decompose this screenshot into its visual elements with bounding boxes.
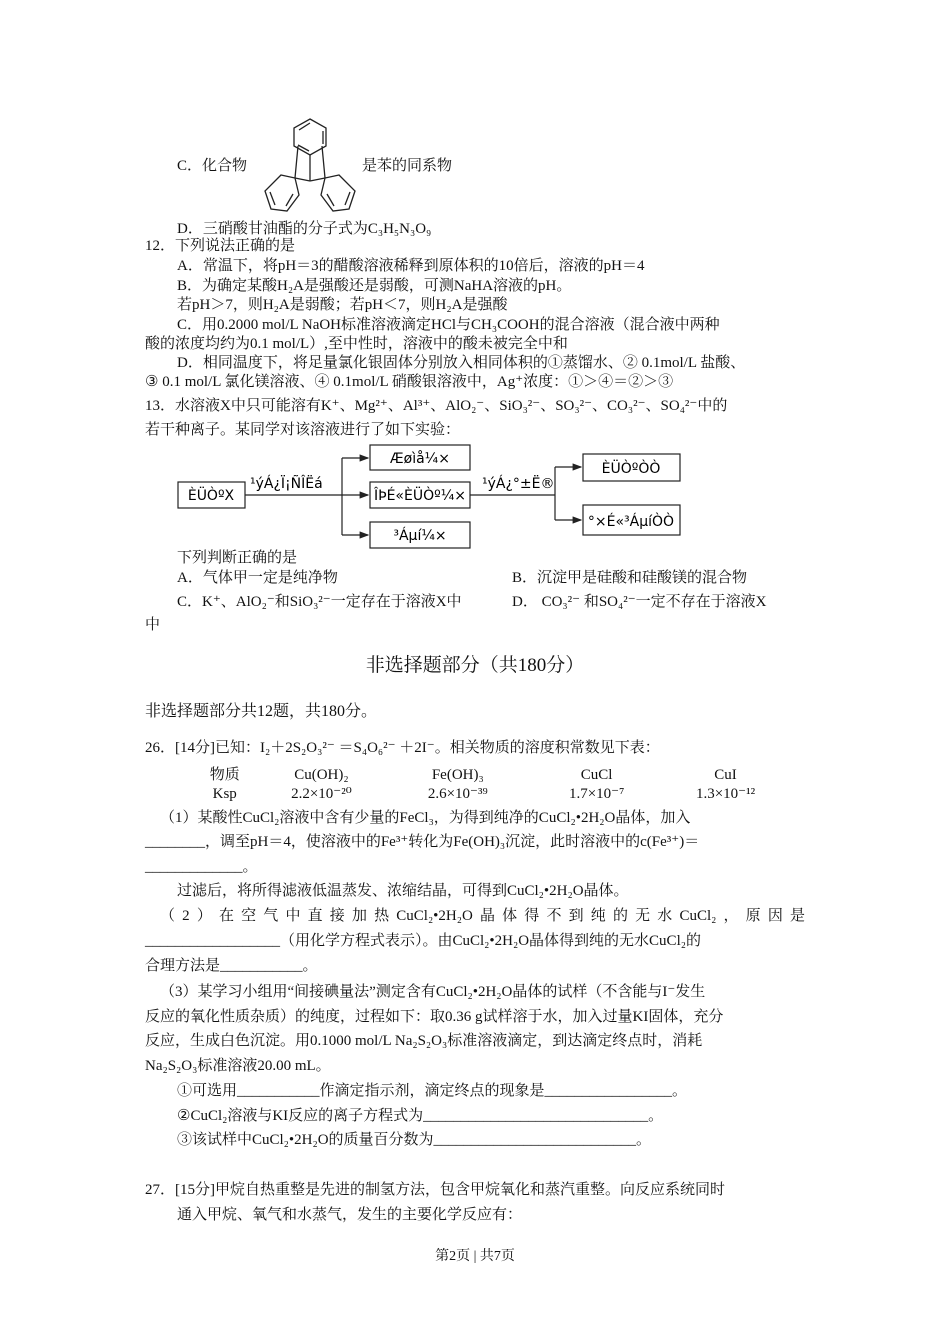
section-heading: 非选择题部分（共180分）: [365, 655, 585, 676]
table-cell: 1.3×10⁻¹²: [695, 786, 756, 802]
q27-stem: 27．[15分]甲烷自热重整是先进的制氢方法，包含甲烷氧化和蒸汽重整。向反应系统同时: [145, 1182, 725, 1198]
q13-flow-diagram: [0, 440, 950, 550]
table-cell: CuCl: [580, 767, 613, 783]
q26-part3-cont1: 反应的氧化性质杂质）的纯度，过程如下：取0.36 g试样溶于水，加入过量KI固体，充分: [145, 1009, 724, 1025]
diagram-top-label: Æøìå¼×: [390, 451, 450, 467]
q13-option-b: B．沉淀甲是硅酸和硅酸镁的混合物: [512, 570, 748, 586]
table-cell: 2.6×10⁻³⁹: [427, 786, 488, 802]
table-cell: CuI: [714, 767, 737, 783]
ksp-table-header: [190, 766, 790, 785]
q13-stem: 13．水溶液X中只可能溶有K⁺、Mg²⁺、Al³⁺、AlO₂⁻、SiO₃²⁻、SO₃²⁻、CO₃²⁻、SO₄²⁻中的: [145, 398, 728, 414]
q12-option-d: D．相同温度下，将足量氯化银固体分别放入相同体积的①蒸馏水、② 0.1mol/L 盐酸、: [177, 355, 746, 371]
q26-part3-cont2: 反应，生成白色沉淀。用0.1000 mol/L Na₂S₂O₃标准溶液滴定，到达滴定终点时，消耗: [145, 1033, 703, 1049]
q11-c-prefix: C．化合物: [177, 158, 248, 174]
q26-sub3: ③该试样中CuCl₂•2H₂O的质量百分数为___________________________。: [177, 1132, 652, 1148]
table-cell: Fe(OH)₃: [431, 767, 484, 783]
q12-option-b: B．为确定某酸H₂A是强酸还是弱酸，可测NaHA溶液的pH。: [177, 278, 572, 294]
section-intro: 非选择题部分共12题，共180分。: [145, 703, 378, 720]
q26-part1-blank: _____________。: [145, 859, 258, 875]
q13-option-a: A．气体甲一定是纯净物: [177, 570, 338, 586]
table-cell: Ksp: [212, 786, 237, 802]
diagram-arrow2-label: ¹ýÁ¿°±Ë®: [482, 476, 555, 492]
q12-option-b-cont: 若pH＞7，则H₂A是弱酸；若pH＜7，则H₂A是强酸: [177, 297, 508, 313]
q12-option-c: C．用0.2000 mol/L NaOH标准溶液滴定HCl与CH₃COOH的混合溶液（混合液中两种: [177, 317, 720, 333]
table-cell: 物质: [209, 767, 240, 783]
ksp-table: [190, 766, 790, 804]
q26-sub2: ②CuCl₂溶液与KI反应的离子方程式为______________________________。: [177, 1108, 664, 1124]
diagram-bottom-label: ³Áµí¼×: [393, 528, 447, 544]
q26-part2-cont: __________________（用化学方程式表示）。由CuCl₂•2H₂O晶体得到纯的无水CuCl₂的: [145, 933, 701, 949]
q13-stem-cont: 若干种离子。某同学对该溶液进行了如下实验：: [145, 422, 461, 438]
table-cell: Cu(OH)₂: [294, 767, 349, 783]
diagram-arrow1-label: ¹ýÁ¿Ï¡ÑÎËá: [250, 476, 323, 492]
diagram-start-label: ÈÜÒºX: [187, 488, 235, 504]
diagram-middle-label: ÎÞÉ«ÈÜÒº¼×: [373, 488, 467, 504]
q26-stem: 26．[14分]已知：I₂＋2S₂O₃²⁻ ＝S₄O₆²⁻ ＋2I⁻。相关物质的溶度积常数见下表：: [145, 740, 660, 756]
q12-option-d-cont: ③ 0.1 mol/L 氯化镁溶液、④ 0.1mol/L 硝酸银溶液中，Ag⁺浓度：①＞④＝②＞③: [145, 374, 674, 390]
q26-part3: （3）某学习小组用“间接碘量法”测定含有CuCl₂•2H₂O晶体的试样（不含能与I⁻发生: [160, 984, 706, 1000]
q26-part2: （2）在空气中直接加热CuCl₂•2H₂O晶体得不到纯的无水CuCl₂，原因是: [160, 908, 805, 924]
q26-part3-cont3: Na₂S₂O₃标准溶液20.00 mL。: [145, 1058, 331, 1074]
q27-stem-cont: 通入甲烷、氧气和水蒸气，发生的主要化学反应有：: [177, 1207, 523, 1223]
q13-ask: 下列判断正确的是: [177, 550, 298, 566]
q11-c-suffix: 是苯的同系物: [362, 158, 453, 174]
q13-option-c: C．K⁺、AlO₂⁻和SiO₃²⁻一定存在于溶液X中: [177, 594, 462, 610]
q26-part1-filter: 过滤后，将所得滤液低温蒸发、浓缩结晶，可得到CuCl₂•2H₂O晶体。: [177, 883, 629, 899]
diagram-right-top-label: ÈÜÒºÒÒ: [601, 461, 661, 477]
page-footer: 第2页 | 共7页: [435, 1249, 515, 1264]
q13-option-d-tail: 中: [145, 617, 161, 633]
q26-part1-cont: ________，调至pH＝4，使溶液中的Fe³⁺转化为Fe(OH)₃沉淀，此时溶液中的c(Fe³⁺)＝: [145, 834, 700, 850]
q12-option-c-cont: 酸的浓度均约为0.1 mol/L）,至中性时，溶液中的酸未被完全中和: [145, 336, 568, 352]
q12-option-a: A．常温下，将pH＝3的醋酸溶液稀释到原体积的10倍后，溶液的pH＝4: [177, 258, 645, 274]
table-cell: 1.7×10⁻⁷: [568, 786, 625, 802]
q11-option-d: D．三硝酸甘油酯的分子式为C₃H₅N₃O₉: [177, 221, 432, 237]
q26-part1: （1）某酸性CuCl₂溶液中含有少量的FeCl₃，为得到纯净的CuCl₂•2H₂O晶体，加入: [160, 810, 691, 826]
table-cell: 2.2×10⁻²⁰: [291, 786, 352, 802]
q13-option-d: D． CO₃²⁻ 和SO₄²⁻一定不存在于溶液X: [512, 594, 767, 610]
q12-stem: 12．下列说法正确的是: [145, 238, 296, 254]
q26-sub1: ①可选用___________作滴定指示剂，滴定终点的现象是_________________。: [177, 1083, 688, 1099]
diagram-right-bottom-label: °×É«³ÁµíÒÒ: [587, 514, 675, 530]
q26-part2-method: 合理方法是___________。: [145, 958, 318, 974]
triptycene-structure-image: [255, 115, 365, 215]
ksp-table-row: [190, 785, 790, 804]
